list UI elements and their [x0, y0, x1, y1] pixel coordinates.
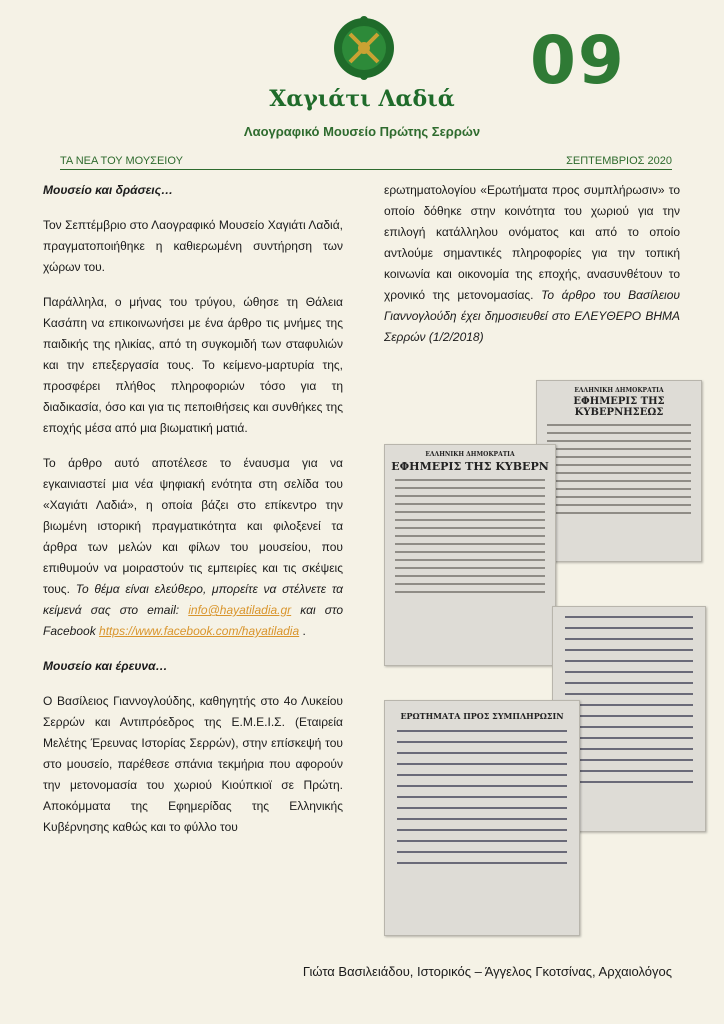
- paragraph-new-section: [43, 453, 343, 642]
- section-band: [60, 155, 672, 170]
- gazette-2-small-header: ΕΛΛΗΝΙΚΗ ΔΗΜΟΚΡΑΤΙΑ: [425, 451, 515, 458]
- section-label: ΤΑ ΝΕΑ ΤΟΥ ΜΟΥΣΕΙΟΥ: [60, 155, 183, 167]
- submit-invite-text: Το θέμα είναι ελεύθερο, μπορείτε να στέλνετε τα κείμενά σας στο email:: [43, 582, 343, 617]
- brand-name: Χαγιάτι Λαδιά: [269, 86, 455, 112]
- heading-research: Μουσείο και έρευνα…: [43, 659, 168, 673]
- article-credit-text: Το άρθρο του Βασίλειου Γιαννογλούδη έχει δημοσιευθεί στο ΕΛΕΥΘΕΡΟ ΒΗΜΑ Σερρών (1/2/2018): [384, 288, 680, 344]
- gazette-photo-1: [536, 380, 702, 562]
- email-link[interactable]: info@hayatiladia.gr: [188, 603, 292, 617]
- facebook-intro-text: και στο Facebook: [43, 603, 343, 638]
- left-column: [43, 180, 343, 852]
- paragraph-questionnaire-text: ερωτηματολογίου «Ερωτήματα προς συμπλήρωσιν» το οποίο δόθηκε στην κοινότητα του χωριού για την επιλογή κατάλληλου ονόματος και από το οποίο αντλούμε σημαντικές πληροφορίες για την τοπική κοινωνία και οικονομία της εποχής, ανασυνθέτουν το χρονικό της μετονομασίας.: [384, 183, 680, 302]
- author-credits: Γιώτα Βασιλειάδου, Ιστορικός – Άγγελος Γκοτσίνας, Αρχαιολόγος: [302, 964, 672, 979]
- paragraph-questionnaire: [384, 180, 680, 348]
- paragraph-new-section-text: Το άρθρο αυτό αποτέλεσε το έναυσμα για να εγκαινιαστεί μια νέα ψηφιακή ενότητα στη σελίδα του «Χαγιάτι Λαδιά», η οποία βάζει στο επίκεντρο την βιωμένη ιστορική πραγματικότητα και φιλοξενεί τα άρθρα των μελών και φίλων του μουσείου, που επιθυμούν να μοιραστούν τις εμπειρίες και τις σκέψεις τους.: [43, 456, 343, 596]
- gazette-2-title: ΕΦΗΜΕΡΙΣ ΤΗΣ ΚΥΒΕΡΝ: [391, 460, 549, 473]
- museum-subtitle: Λαογραφικό Μουσείο Πρώτης Σερρών: [243, 124, 481, 139]
- paragraph-maintenance: Τον Σεπτέμβριο στο Λαογραφικό Μουσείο Χαγιάτι Λαδιά, πραγματοποιήθηκε η καθιερωμένη συντήρηση των χώρων του.: [43, 218, 343, 274]
- issue-number: 09: [530, 22, 626, 99]
- questionnaire-title: ΕΡΩΤΗΜΑΤΑ ΠΡΟΣ ΣΥΜΠΛΗΡΩΣΙΝ: [400, 711, 564, 721]
- right-column: [384, 180, 680, 362]
- gazette-photo-2: [384, 444, 556, 666]
- period-text: .: [302, 624, 306, 638]
- museum-logo-icon: [332, 14, 396, 84]
- questionnaire-photo: [384, 700, 580, 936]
- paragraph-harvest: Παράλληλα, ο μήνας του τρύγου, ώθησε τη Θάλεια Κασάπη να επικοινωνήσει με ένα άρθρο τις μνήμες της παιδικής της ηλικίας, από τη συγκομιδή των σταφυλιών και την επεξεργασία τους. Το κείμενο-μαρτυρία της, προσφέρει πλήθος πληροφοριών τόσο για τη διαδικασία, όσο και για τις πεποιθήσεις και συνθήκες της εποχής μέσα από μια βιωματική ματιά.: [43, 295, 343, 435]
- gazette-1-small-header: ΕΛΛΗΝΙΚΗ ΔΗΜΟΚΡΑΤΙΑ: [574, 387, 664, 394]
- heading-actions: Μουσείο και δράσεις…: [43, 183, 174, 197]
- facebook-link[interactable]: https://www.facebook.com/hayatiladia: [99, 624, 300, 638]
- paragraph-research: Ο Βασίλειος Γιαννογλούδης, καθηγητής στο 4ο Λυκείου Σερρών και Αντιπρόεδρος της Ε.Μ.Ε.Ι.Σ. (Εταιρεία Μελέτης Έρευνας Ιστορίας Σερρών), στην επίσκεψή του στο μουσείο, παρέθεσε σπάνια τεκμήρια που αφορούν την μετονομασία του χωριού Κιούπκιοϊ σε Πρώτη. Αποκόμματα της Εφημερίδας της Ελληνικής Κυβέρνησης καθώς και το φύλλο του: [43, 694, 343, 834]
- gazette-1-title: ΕΦΗΜΕΡΙΣ ΤΗΣ ΚΥΒΕΡΝΗΣΕΩΣ: [573, 396, 665, 418]
- issue-date: ΣΕΠΤΕΜΒΡΙΟΣ 2020: [566, 155, 672, 167]
